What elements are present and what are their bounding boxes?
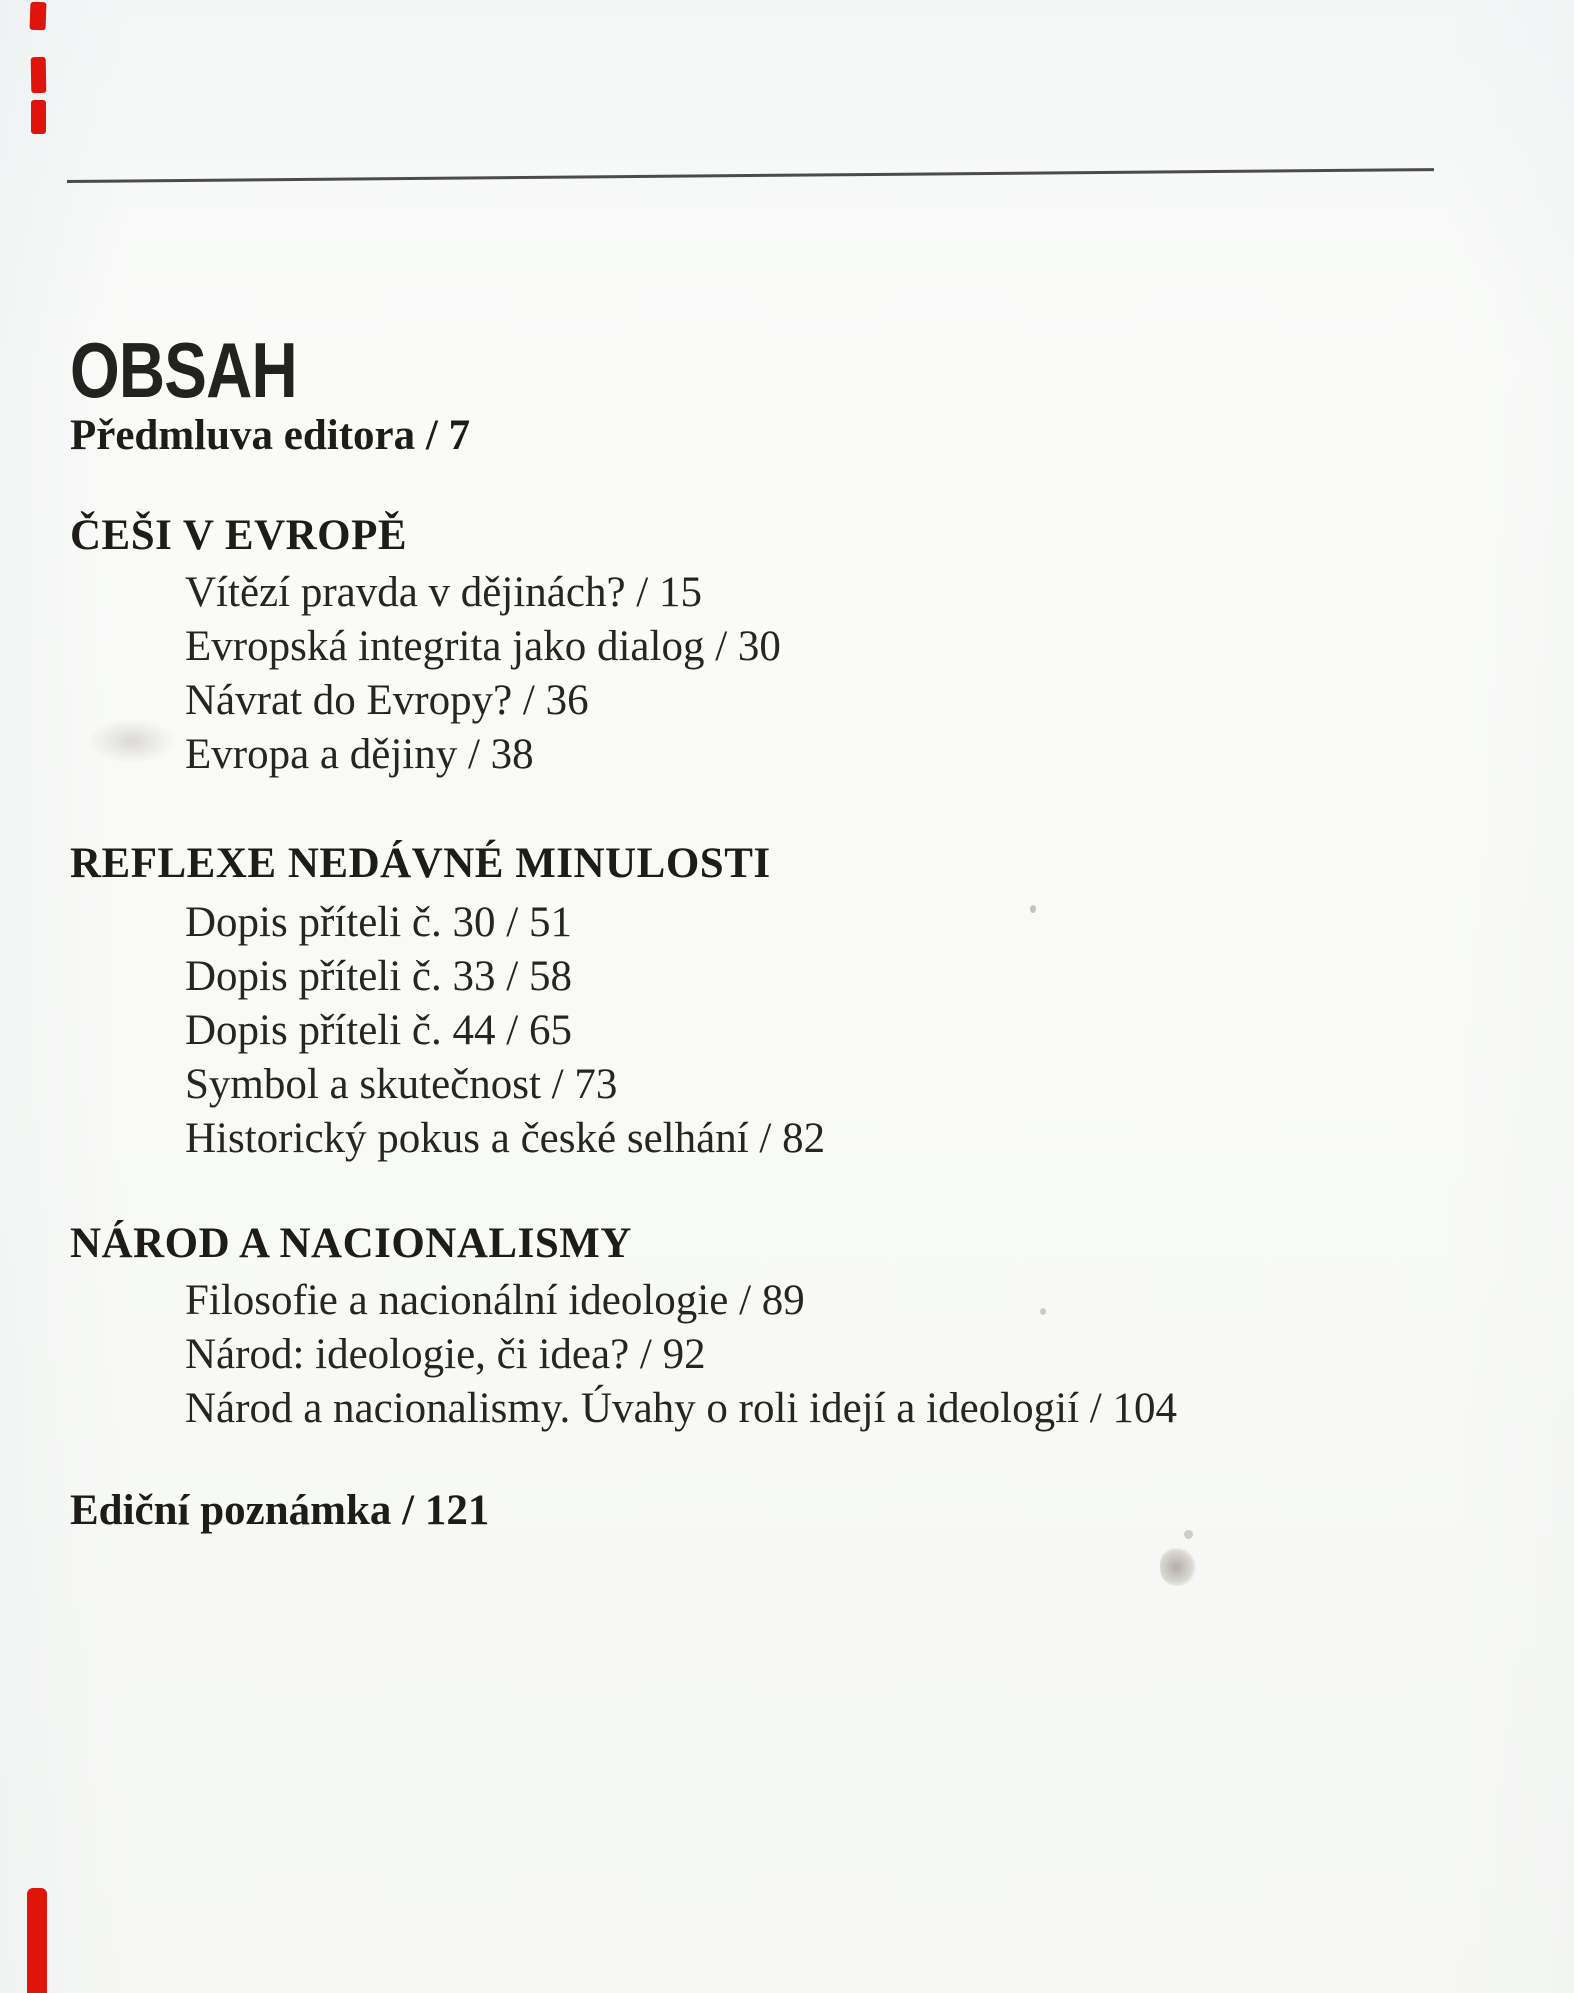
red-edge-mark [31, 57, 47, 93]
scan-speck [1030, 905, 1036, 913]
toc-item: Filosofie a nacionální ideologie / 89 [185, 1277, 805, 1324]
toc-item: Evropská integrita jako dialog / 30 [185, 623, 781, 670]
toc-item: Vítězí pravda v dějinách? / 15 [185, 569, 702, 616]
section-item-list [185, 896, 825, 1166]
section-item-list [185, 1274, 1177, 1436]
toc-item: Historický pokus a české selhání / 82 [185, 1115, 826, 1162]
red-edge-mark [31, 100, 46, 134]
scan-speck [1040, 1308, 1046, 1315]
toc-item: Evropa a dějiny / 38 [185, 731, 534, 778]
toc-item: Národ a nacionalismy. Úvahy o roli idejí a ideologií / 104 [185, 1385, 1177, 1432]
section-title: ČEŠI V EVROPĚ [70, 512, 408, 559]
toc-item: Dopis příteli č. 44 / 65 [185, 1007, 572, 1054]
toc-item: Dopis příteli č. 30 / 51 [185, 899, 572, 946]
section-title: NÁROD A NACIONALISMY [70, 1220, 632, 1267]
section-title: REFLEXE NEDÁVNÉ MINULOSTI [70, 840, 771, 887]
toc-item: Symbol a skutečnost / 73 [185, 1061, 618, 1108]
red-edge-mark [27, 1888, 47, 1993]
page-title: OBSAH [70, 326, 297, 415]
toc-entry-preface: Předmluva editora / 7 [70, 412, 471, 459]
scan-smudge [88, 718, 176, 764]
scan-speck [1184, 1530, 1193, 1539]
scan-blot [1160, 1548, 1196, 1586]
toc-entry-closing: Ediční poznámka / 121 [70, 1487, 490, 1534]
toc-item: Návrat do Evropy? / 36 [185, 677, 589, 724]
toc-item: Národ: ideologie, či idea? / 92 [185, 1331, 706, 1378]
top-rule [67, 168, 1434, 183]
section-item-list [185, 566, 781, 782]
toc-item: Dopis příteli č. 33 / 58 [185, 953, 572, 1000]
red-edge-mark [30, 2, 47, 31]
